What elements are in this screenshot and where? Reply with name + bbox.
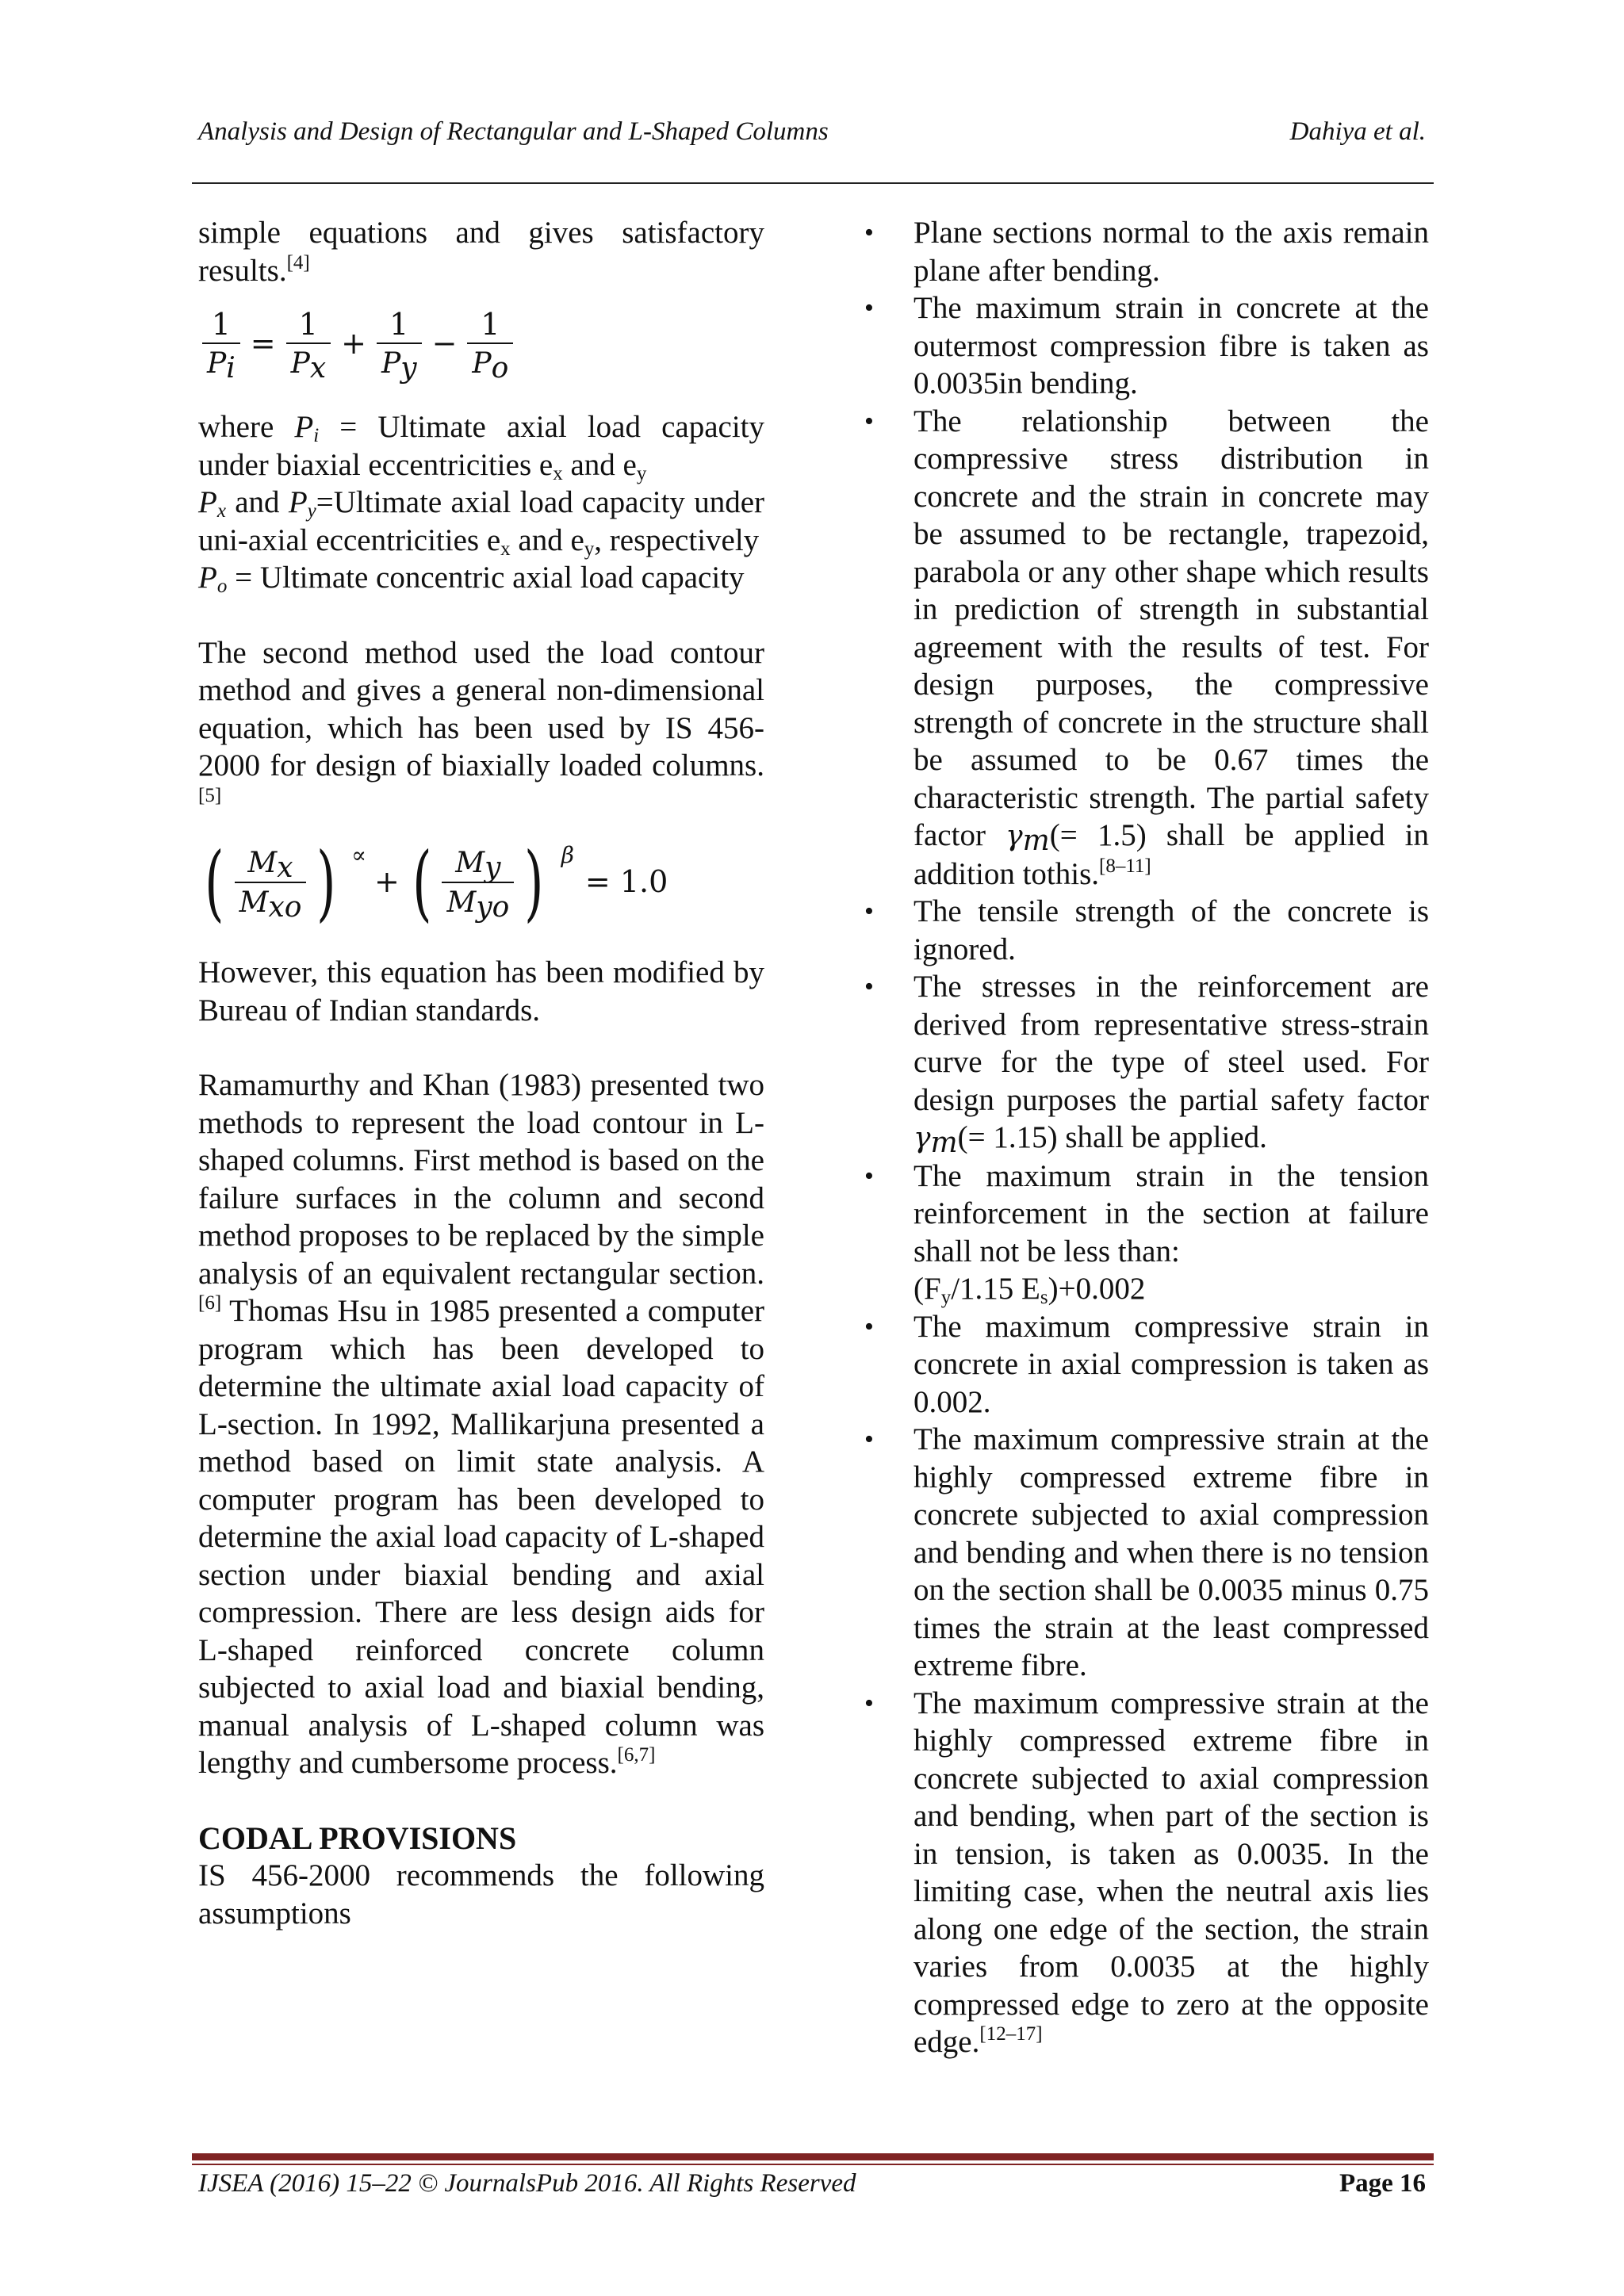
intro-paragraph: simple equations and gives satisfactory results.[4] (198, 216, 764, 288)
left-column (198, 214, 764, 1932)
list-item: • Plane sections normal to the axis remain plane after bending. (864, 216, 1429, 288)
citation-ref: [4] (286, 251, 310, 274)
bullet-icon: • (864, 293, 874, 323)
codal-intro: IS 456-2000 recommends the following assumptions (198, 1858, 764, 1931)
where-definition-po: $P_o$ = Ultimate concentric axial load capacity (198, 561, 745, 597)
citation-ref: [6,7] (617, 1744, 656, 1766)
list-item: • The maximum compressive strain at the highly compressed extreme fibre in concrete subjected to axial compression and bending, when part of the section is in tension, is taken as 0.0035. In the limiting case, when the neutral axis lies along one edge of the section, the strain varies from 0.0035 at the highly compressed edge to zero at the opposite edge.[12–17] (864, 1686, 1429, 2059)
list-item: • The maximum strain in concrete at the outermost compression fibre is taken as 0.0035in bending. (864, 291, 1429, 400)
assumptions-list (864, 214, 1429, 2061)
list-item: • The tensile strength of the concrete is ignored. (864, 894, 1429, 966)
footer-rule-thick (192, 2153, 1434, 2160)
equation-load-contour: ( $\frac{M_x}{M_{xo}}$ ) ∝ + ( $\frac{M_y}{M_{yo}}$ ) β = 1.0 (205, 834, 668, 931)
equation-reciprocal-load: $\frac{1}{P_i}$ = $\frac{1}{P_x}$ + $\frac{1}{P_y}$ − $\frac{1}{P_o}$ (198, 297, 764, 391)
footer-rule-thin (192, 2164, 1434, 2165)
where-definition-px-py: $P_x$ and $P_y=Ultimate$ axial load capacity under uni-axial eccentricities $e_x$ and $e_y$, respectively (198, 485, 765, 560)
running-title: Analysis and Design of Rectangular and L-Shaped Columns (198, 117, 829, 146)
running-header (198, 117, 1426, 147)
header-rule (192, 182, 1434, 184)
modification-paragraph: However, this equation has been modified by Bureau of Indian standards. (198, 955, 764, 1027)
list-item: • The stresses in the reinforcement are derived from representative stress-strain curve for the type of steel used. For design purposes the partial safety factor $\gamma_m(= 1.15)$ shall be applied. (864, 970, 1429, 1159)
bullet-icon: • (864, 1688, 874, 1718)
section-heading-codal: CODAL PROVISIONS (198, 1820, 517, 1856)
right-column (864, 214, 1429, 2061)
page-number: Page 16 (1339, 2169, 1426, 2198)
bullet-icon: • (864, 218, 874, 247)
literature-paragraph: Ramamurthy and Khan (1983) presented two methods to represent the load contour in L-shaped columns. First method is based on the failure surfaces in the column and second method proposes to be replaced by the simple analysis of an equivalent rectangular section.[6] Thomas Hsu in 1985 presented a computer program which has been developed to determine the ultimate axial load capacity of L-section. In 1992, Mallikarjuna presented a method based on limit state analysis. A computer program has been developed to determine the axial load capacity of L-shaped section under biaxial bending and axial compression. There are less design aids for L-shaped reinforced concrete column subjected to axial load and biaxial bending, manual analysis of L-shaped column was lengthy and cumbersome process.[6,7] (198, 1068, 764, 1780)
bullet-icon: • (864, 972, 874, 1001)
citation-ref: [6] (198, 1292, 222, 1314)
list-item: • The maximum compressive strain in concrete in axial compression is taken as 0.002. (864, 1309, 1429, 1419)
where-definitions: where $P_i$ = Ultimate axial load capacity under biaxial eccentricities $e_x$ and $e_y$ (198, 410, 764, 484)
bullet-icon: • (864, 406, 874, 436)
list-item: • The relationship between the compressive stress distribution in concrete and the strain in concrete may be assumed to be rectangle, trapezoid, parabola or any other shape which results in prediction of strength in substantial agreement with the results of test. For design purposes, the compressive strength of concrete in the structure shall be assumed to be 0.67 times the characteristic strength. The partial safety factor $\gamma_m(= 1.5)$ shall be applied in addition tothis.[8–11] (864, 404, 1429, 891)
page-footer (198, 2169, 1426, 2198)
second-method-paragraph: The second method used the load contour method and gives a general non-dimensional equation, which has been used by IS 456-2000 for design of biaxially loaded columns.[5] (198, 635, 764, 806)
list-item: • The maximum compressive strain at the highly compressed extreme fibre in concrete subjected to axial compression and bending and when there is no tension on the section shall be 0.0035 minus 0.75 times the strain at the least compressed extreme fibre. (864, 1422, 1429, 1682)
bullet-icon: • (864, 1425, 874, 1454)
bullet-icon: • (864, 1161, 874, 1191)
footer-citation: IJSEA (2016) 15–22 © JournalsPub 2016. All Rights Reserved (198, 2169, 856, 2198)
running-authors: Dahiya et al. (1289, 117, 1426, 146)
list-item: • The maximum strain in the tension reinforcement in the section at failure shall not be less than: ($F_y/1.15$ $E_s)+0.002$ (864, 1158, 1429, 1308)
bullet-icon: • (864, 897, 874, 926)
citation-ref: [5] (198, 784, 222, 806)
bullet-icon: • (864, 1311, 874, 1341)
citation-ref: [12–17] (979, 2023, 1043, 2045)
citation-ref: [8–11] (1099, 855, 1151, 877)
